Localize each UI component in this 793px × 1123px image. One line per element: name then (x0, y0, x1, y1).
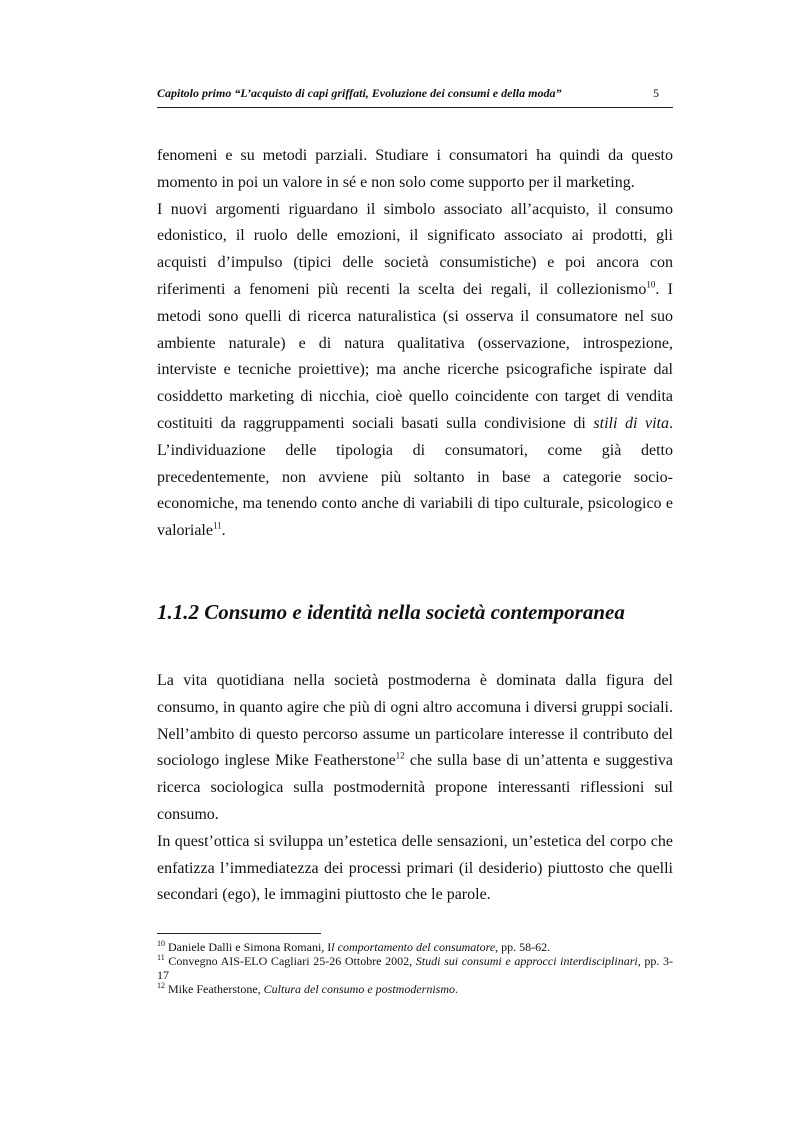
emphasis: stili di vita (593, 414, 669, 432)
footnote (157, 982, 673, 996)
footnote-ref: 11 (212, 520, 222, 531)
footnote-text: , pp. 58-62. (495, 940, 551, 954)
running-header (157, 86, 673, 101)
paragraph (157, 197, 673, 545)
paragraph (157, 668, 673, 829)
paragraph-text: In quest’ottica si sviluppa un’estetica delle sensazioni, un’estetica del corpo che enfatizza l’immediatezza dei processi primari (il desiderio) piuttosto che quelli secondari (ego), le immagini piuttosto che le parole. (157, 832, 673, 904)
footnote-emphasis: l comportamento del consumatore (331, 940, 496, 954)
footnote-text: Mike Featherstone, (165, 982, 264, 996)
footnote (157, 940, 673, 954)
footnote-emphasis: Cultura del consumo e postmodernismo (263, 982, 455, 996)
footnote (157, 954, 673, 982)
paragraph-text: . L’individuazione delle tipologia di consumatori, come già detto precedentemente, non avviene più soltanto in base a categorie socio-economiche, ma tenendo conto anche di variabili di tipo culturale, psicologico e valoriale (157, 414, 673, 540)
paragraph (157, 829, 673, 909)
footnote-ref: 12 (395, 751, 405, 762)
paragraph-text: La vita quotidiana nella società postmoderna è dominata dalla figura del consumo, in quanto agire che più di ogni altro accomuna i diversi gruppi sociali. Nell’ambito di questo percorso assume un particolare interesse il contributo del sociologo inglese Mike Featherstone (157, 672, 673, 770)
footnote-ref: 10 (646, 279, 656, 290)
footnote-number: 11 (157, 953, 165, 962)
footnote-number: 12 (157, 981, 165, 990)
page-number: 5 (653, 86, 659, 100)
chapter-title: Capitolo primo “L’acquisto di capi griffati, Evoluzione dei consumi e della moda” (157, 86, 562, 100)
section-heading: 1.1.2 Consumo e identità nella società contemporanea (157, 600, 625, 624)
paragraph-text: che sulla base di un’attenta e suggestiva ricerca sociologica sulla postmodernità propone interessanti riflessioni sul consumo. (157, 752, 673, 823)
footnote-text: , pp. 3-17 (157, 954, 674, 982)
footnote-text: Convegno AIS-ELO Cagliari 25-26 Ottobre 2002 (164, 954, 410, 968)
paragraph-text: fenomeni e su metodi parziali. Studiare i consumatori ha quindi da questo momento in poi un valore in sé e non solo come supporto per il marketing. (157, 147, 673, 191)
paragraph-text: . I metodi sono quelli di ricerca naturalistica (si osserva il consumatore nel suo ambiente naturale) e di natura qualitativa (osservazione, introspezione, interviste e tecniche proiettive); ma anche ricerche psicografiche ispirate dal cosiddetto marketing di nicchia, cioè quello coincidente con target di vendita costituiti da raggruppamenti sociali basati sulla condivisione di (157, 280, 674, 432)
section-body-text (157, 668, 673, 909)
header-divider (157, 107, 673, 108)
footnote-emphasis: , Studi sui consumi e approcci interdisciplinari (409, 954, 638, 968)
paragraph-text: I nuovi argomenti riguardano il simbolo associato all’acquisto, il consumo edonistico, il ruolo delle emozioni, il significato associato ai prodotti, gli acquisti d’impulso (tipici delle società consumistiche) e poi ancora con riferimenti a fenomeni più recenti la scelta dei regali, il collezionismo (157, 200, 673, 298)
body-text (157, 143, 673, 545)
footnote-text: . (454, 982, 458, 996)
paragraph-text: . (221, 522, 226, 540)
paragraph (157, 143, 673, 197)
footnote-text: Daniele Dalli e Simona Romani, I (165, 940, 332, 954)
footnote-divider (157, 933, 321, 934)
footnotes (157, 940, 673, 996)
footnote-number: 10 (157, 939, 165, 948)
